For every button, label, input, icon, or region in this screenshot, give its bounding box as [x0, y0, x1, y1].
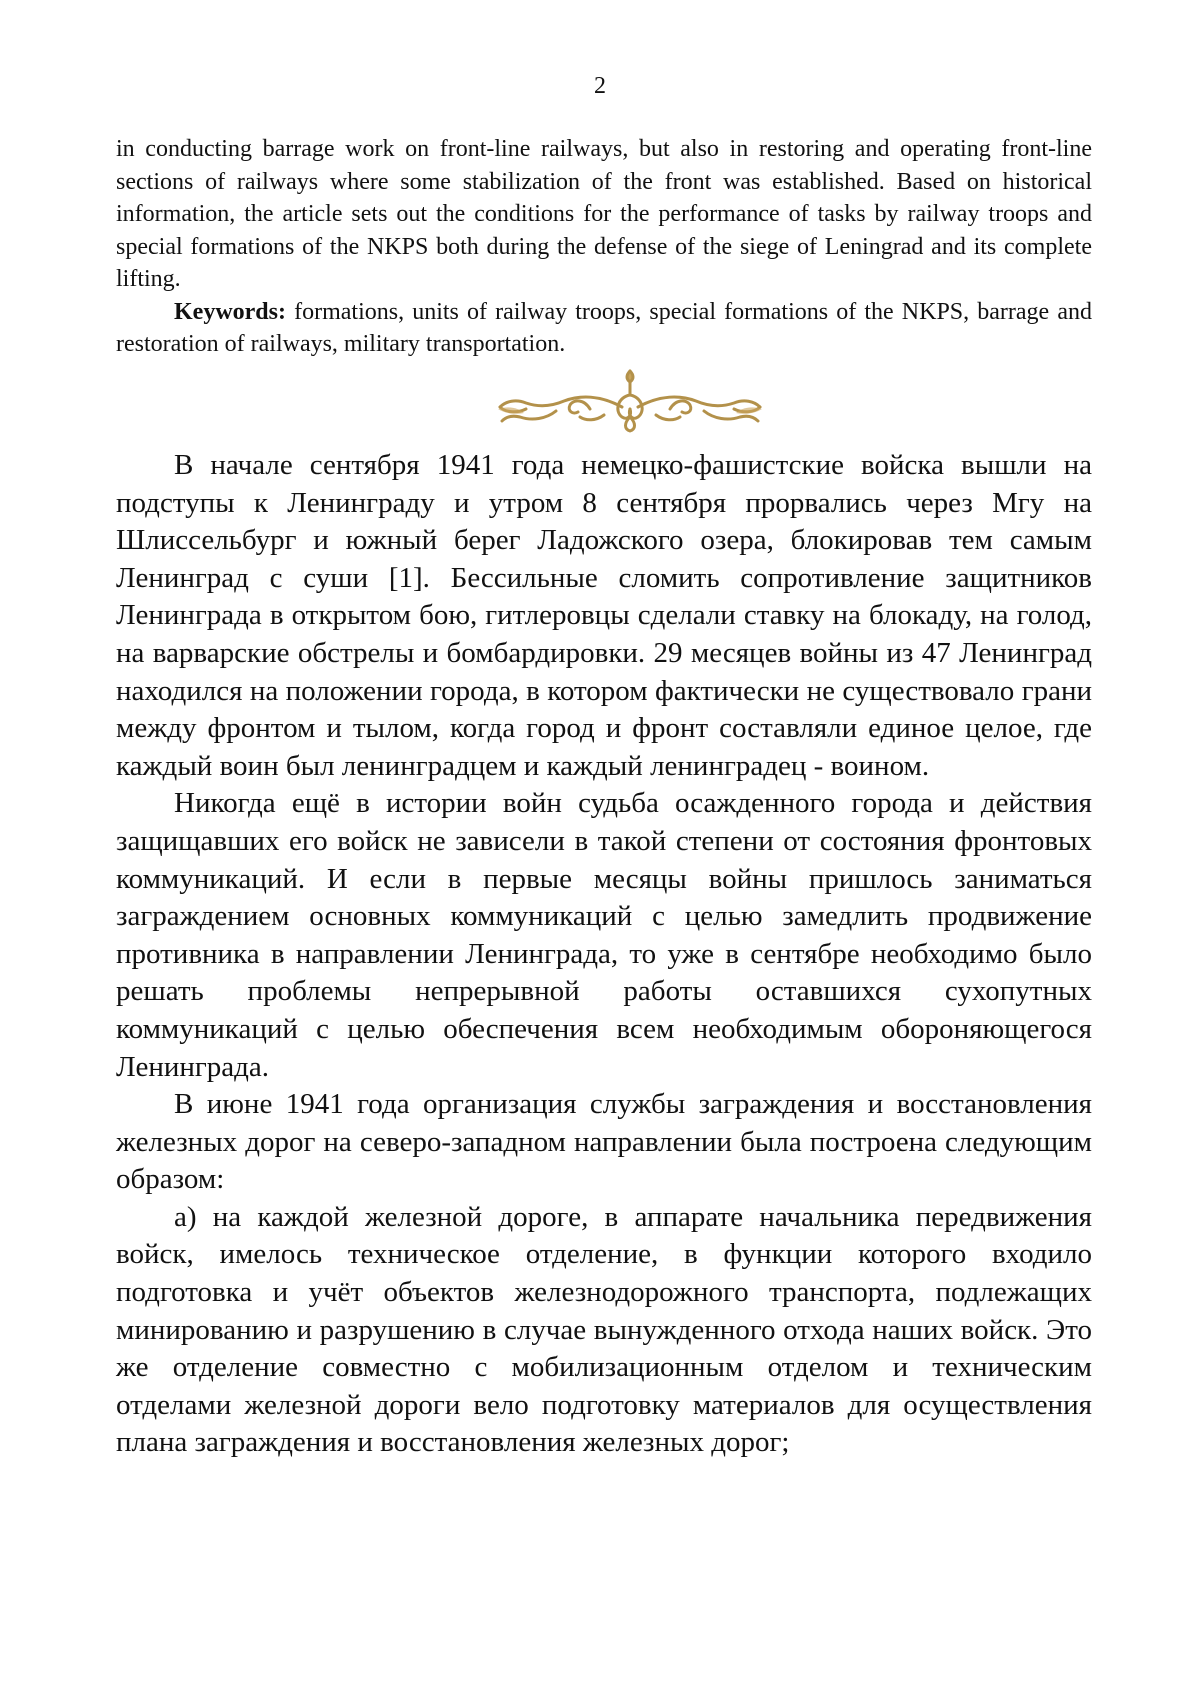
- body-paragraph: В июне 1941 года организация службы заграждения и восстановления железных дорог на северо-западном направлении была построена следующим образом:: [116, 1088, 1092, 1196]
- page-number: 2: [594, 73, 606, 99]
- keywords-text: formations, units of railway troops, special formations of the NKPS, barrage and restoration of railways, military transportation.: [116, 298, 1092, 357]
- keywords-label: Keywords:: [174, 298, 286, 325]
- article-body: [116, 447, 1092, 1462]
- body-paragraph: В начале сентября 1941 года немецко-фашистские войска вышли на подступы к Ленинграду и утром 8 сентября прорвались через Мгу на Шлиссельбург и южный берег Ладожского озера, блокировав тем самым Ленинград с суши [1]. Бессильные сломить сопротивление защитников Ленинграда в открытом бою, гитлеровцы сделали ставку на блокаду, на голод, на варварские обстрелы и бомбардировки. 29 месяцев войны из 47 Ленинград находился на положении города, в котором фактически не существовало грани между фронтом и тылом, когда город и фронт составляли единое целое, где каждый воин был ленинградцем и каждый ленинградец - воином.: [116, 449, 1092, 782]
- body-paragraph: Никогда ещё в истории войн судьба осажденного города и действия защищавших его войск не зависели в такой степени от состояния фронтовых коммуникаций. И если в первые месяцы войны пришлось заниматься заграждением основных коммуникаций с целью замедлить продвижение противника в направлении Ленинграда, то уже в сентябре необходимо было решать проблемы непрерывной работы оставшихся сухопутных коммуникаций с целью обеспечения всем необходимым обороняющегося Ленинграда.: [116, 787, 1092, 1083]
- keywords-paragraph: [116, 296, 1092, 361]
- abstract-section: [116, 133, 1092, 361]
- decorative-divider-flourish-icon: [480, 365, 780, 435]
- body-paragraph: а) на каждой железной дороге, в аппарате начальника передвижения войск, имелось техническое отделение, в функции которого входило подготовка и учёт объектов железнодорожного транспорта, подлежащих минированию и разрушению в случае вынужденного отхода наших войск. Это же отделение совместно с мобилизационным отделом и техническим отделами железной дороги вело подготовку материалов для осуществления плана заграждения и восстановления железных дорог;: [116, 1200, 1092, 1459]
- abstract-paragraph: in conducting barrage work on front-line railways, but also in restoring and operating front-line sections of railways where some stabilization of the front was established. Based on historical information, the article sets out the conditions for the performance of tasks by railway troops and special formations of the NKPS both during the defense of the siege of Leningrad and its complete lifting.: [116, 136, 1092, 292]
